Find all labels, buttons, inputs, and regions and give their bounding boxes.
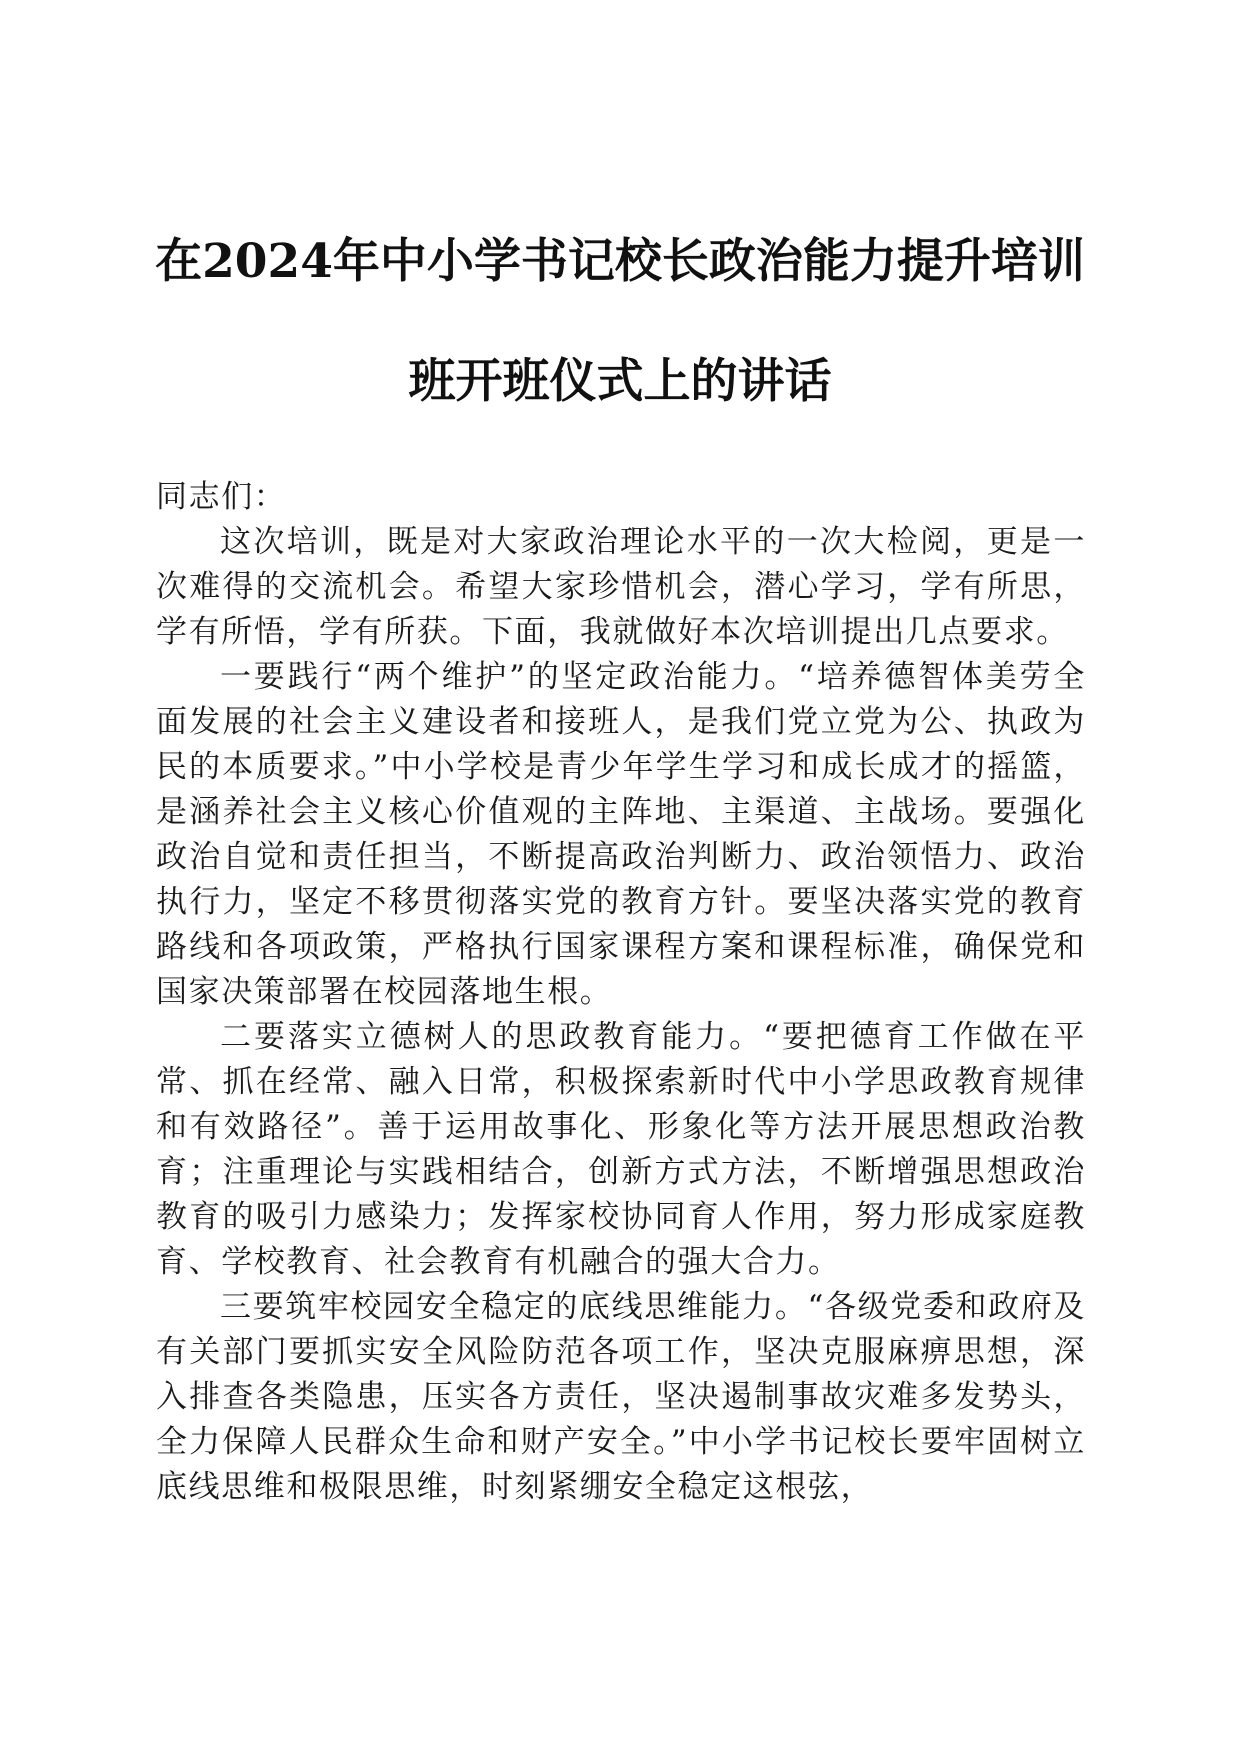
paragraph-point-1: 一要践行“两个维护”的坚定政治能力。“培养德智体美劳全面发展的社会主义建设者和接班人，是我们党立党为公、执政为民的本质要求。”中小学校是青少年学生学习和成长成才的摇篮，是涵养社会主义核心价值观的主阵地、主渠道、主战场。要强化政治自觉和责任担当，不断提高政治判断力、政治领悟力、政治执行力，坚定不移贯彻落实党的教育方针。要坚决落实党的教育路线和各项政策，严格执行国家课程方案和课程标准，确保党和国家决策部署在校园落地生根。 [156, 659, 1086, 1010]
paragraph-intro: 这次培训，既是对大家政治理论水平的一次大检阅，更是一次难得的交流机会。希望大家珍惜机会，潜心学习，学有所思，学有所悟，学有所获。下面，我就做好本次培训提出几点要求。 [156, 524, 1086, 650]
salutation: 同志们： [156, 479, 287, 515]
paragraph-point-3: 三要筑牢校园安全稳定的底线思维能力。“各级党委和政府及有关部门要抓实安全风险防范各项工作，坚决克服麻痹思想，深入排查各类隐患，压实各方责任，坚决遏制事故灾难多发势头，全力保障人民群众生命和财产安全。”中小学书记校长要牢固树立底线思维和极限思维，时刻紧绷安全稳定这根弦， [156, 1289, 1086, 1505]
paragraph-point-2: 二要落实立德树人的思政教育能力。“要把德育工作做在平常、抓在经常、融入日常，积极探索新时代中小学思政教育规律和有效路径”。善于运用故事化、形象化等方法开展思想政治教育；注重理论与实践相结合，创新方式方法，不断增强思想政治教育的吸引力感染力；发挥家校协同育人作用，努力形成家庭教育、学校教育、社会教育有机融合的强大合力。 [156, 1019, 1086, 1280]
document-body [156, 475, 1086, 1510]
document-title-line-1: 在2024年中小学书记校长政治能力提升培训 [155, 234, 1085, 289]
document-title-line-2: 班开班仪式上的讲话 [408, 354, 832, 409]
